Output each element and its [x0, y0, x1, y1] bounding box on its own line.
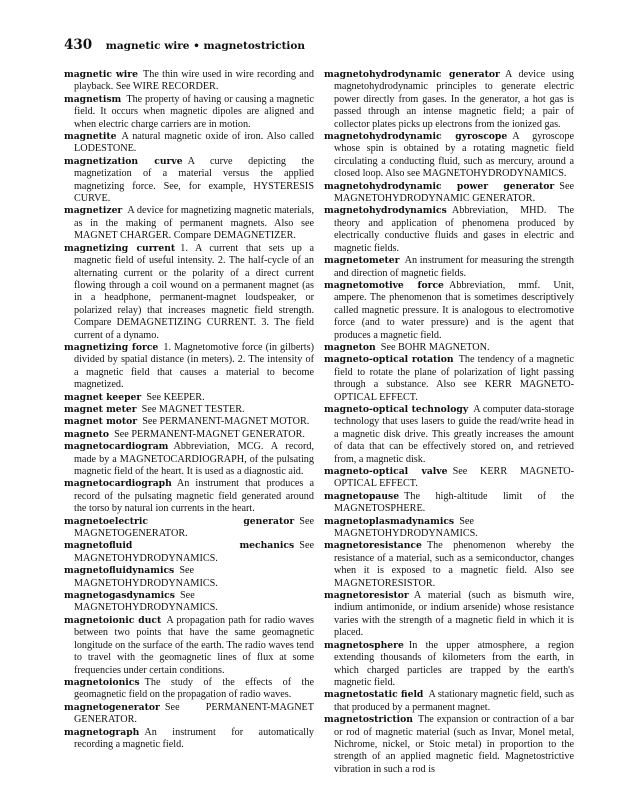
dictionary-entry [324, 516, 574, 541]
entry-term: magnetometer [324, 255, 400, 267]
left-column [64, 69, 314, 751]
entry-definition: A computer data-storage technology that uses lasers to guide the read/write head in a magnetic disk drive. This greatly increases the amount of data that can be effectively stored on, and retrieved from, a magnetic disk. [334, 403, 575, 465]
entry-definition: 1. Magnetomotive force (in gilberts) divided by spatial distance (in meters). 2. The intensity of a magnetic field that causes a material to become magnetized. [74, 341, 314, 391]
entry-definition: The high-altitude limit of the MAGNETOSPHERE. [334, 490, 574, 515]
dictionary-entry [64, 94, 314, 131]
dictionary-entry [324, 466, 574, 491]
dictionary-entry [324, 404, 574, 466]
entry-definition: The study of the effects of the geomagnetic field on the propagation of radio waves. [74, 676, 314, 701]
dictionary-entry [64, 516, 314, 541]
entry-definition: A gyroscope whose spin is obtained by a rotating magnetic field circulating a conducting fluid, such as mercury, around a closed loop. Also see MAGNETOHYDRODYNAMICS. [334, 131, 574, 180]
entry-definition: In the upper atmosphere, a region extending thousands of kilometers from the earth, in which charged particles are trapped by the earth's magnetic field. [334, 639, 574, 688]
entry-term: magnetogenerator [64, 701, 160, 713]
entry-definition: A stationary magnetic field, such as that produced by a permanent magnet. [334, 689, 574, 713]
entry-definition: See MAGNETOHYDRODYNAMICS. [74, 590, 218, 614]
entry-term: magnetofluidynamics [64, 565, 175, 577]
dictionary-entry [324, 69, 574, 131]
dictionary-entry [324, 205, 574, 255]
dictionary-entry [324, 342, 574, 354]
entry-definition: Abbreviation, MHD. The theory and application of phenomena produced by electrically conductive fluids and gases in electric and magnetic fields. [334, 205, 574, 254]
entry-definition: The expansion or contraction of a bar or rod of magnetic material (such as Invar, Monel metal, Nichrome, nickel, or Stoic metal) in proportion to the strength of an applied magnetic field. Magnetostrictive vibration in such a rod is [334, 714, 574, 775]
entry-term: magnet motor [64, 416, 138, 428]
entry-definition: 1. A current that sets up a magnetic field of useful intensity. 2. The half-cycle of an alternating current or the polarity of a direct current flowing through a coil wound on a permanent magnet (as in a headphone, permanent-magnet loudspeaker, or polarized relay) that increases magnetic field strength. Compare DEMAGNETIZING CURRENT. 3. The field current of a dynamo. [74, 242, 314, 341]
entry-definition: Abbreviation, mmf. Unit, ampere. The phenomenon that is sometimes descriptively called magnetic pressure. It is analogous to electromotive force (and to water pressure) and is the agent that produces a magnetic field. [334, 279, 574, 341]
entry-term: magnetocardiogram [64, 441, 169, 453]
page-number: 430 [64, 37, 93, 53]
entry-definition: The tendency of a magnetic field to rotate the plane of polarization of light passing through a substance. Also see KERR MAGNETO-OPTICAL EFFECT. [334, 354, 574, 403]
page-header [64, 34, 305, 53]
entry-term: magnetohydrodynamic gyroscope [324, 131, 508, 143]
right-column [324, 69, 574, 776]
dictionary-entry [64, 131, 314, 156]
dictionary-entry [64, 615, 314, 677]
entry-definition: An instrument for measuring the strength and direction of magnetic fields. [334, 255, 574, 279]
entry-definition: See MAGNETOHYDRODYNAMICS. [74, 565, 218, 589]
entry-term: magnetostriction [324, 714, 413, 726]
entry-definition: A curve depicting the magnetization of a material versus the applied magnetizing force. See, for example, HYSTERESIS CURVE. [74, 155, 314, 205]
entry-term: magnetosphere [324, 639, 404, 651]
dictionary-entry [324, 689, 574, 714]
entry-term: magneton [324, 341, 376, 353]
dictionary-entry [64, 243, 314, 342]
entry-term: magnetizing current [64, 242, 176, 254]
entry-term: magnetohydrodynamics [324, 205, 447, 217]
entry-definition: See PERMANENT-MAGNET MOTOR. [142, 416, 310, 428]
entry-definition: An instrument that produces a record of the pulsating magnetic field generated around the torso by natural ion currents in the heart. [74, 478, 314, 515]
entry-definition: See MAGNETOGENERATOR. [74, 515, 314, 540]
dictionary-entry [64, 677, 314, 702]
entry-definition: See BOHR MAGNETON. [380, 341, 490, 353]
entry-term: magnetopause [324, 490, 400, 502]
dictionary-entry [324, 255, 574, 280]
entry-term: magneto-optical technology [324, 403, 469, 415]
entry-term: magnetoionic duct [64, 614, 162, 626]
dictionary-entry [324, 590, 574, 640]
dictionary-entry [324, 491, 574, 516]
dictionary-entry [64, 69, 314, 94]
entry-definition: Abbreviation, MCG. A record, made by a MAGNETOCARDIOGRAPH, of the pulsating magnetic field of the heart. It is used as a diagnostic aid. [74, 441, 314, 477]
dictionary-entry [64, 392, 314, 404]
entry-definition: See MAGNETOHYDRODYNAMICS. [334, 515, 478, 540]
entry-definition: See KEEPER. [146, 391, 205, 403]
entry-term: magnetite [64, 131, 117, 143]
entry-definition: The phenomenon whereby the resistance of a material, such as a semiconductor, changes when it is exposed to a magnetic field. Also see MAGNETORESISTOR. [334, 540, 574, 589]
entry-definition: A propagation path for radio waves between two points that have the same geomagnetic longitude on the surface of the earth. The radio waves tend to travel with the geomagnetic lines of flux at some frequencies under certain conditions. [74, 614, 314, 676]
dictionary-entry [64, 404, 314, 416]
dictionary-entry [64, 565, 314, 590]
running-head: magnetic wire • magnetostriction [105, 40, 306, 52]
dictionary-entry [324, 181, 574, 206]
entry-term: magnetoelectric generator [64, 515, 295, 527]
dictionary-entry [324, 640, 574, 690]
dictionary-entry [64, 590, 314, 615]
dictionary-entry [64, 727, 314, 752]
entry-definition: See MAGNET TESTER. [141, 403, 245, 415]
entry-term: magnetization curve [64, 155, 183, 167]
entry-term: magnetogasdynamics [64, 590, 175, 602]
entry-term: magnetism [64, 93, 122, 105]
dictionary-entry [64, 416, 314, 428]
entry-definition: The property of having or causing a magnetic field. It occurs when magnetic dipoles are aligned and when electric charge carriers are in motion. [74, 93, 314, 130]
dictionary-entry [64, 441, 314, 478]
dictionary-entry [324, 714, 574, 776]
dictionary-entry [324, 280, 574, 342]
entry-term: magnet meter [64, 403, 137, 415]
entry-term: magnetoresistance [324, 540, 422, 552]
entry-term: magnetoresistor [324, 590, 409, 602]
entry-definition: See KERR MAGNETO-OPTICAL EFFECT. [334, 466, 574, 490]
entry-definition: See PERMANENT-MAGNET GENERATOR. [114, 428, 305, 440]
entry-term: magnetizer [64, 205, 123, 217]
entry-term: magnetostatic field [324, 689, 424, 701]
dictionary-entry [64, 702, 314, 727]
entry-term: magnetoionics [64, 676, 140, 688]
dictionary-entry [64, 342, 314, 392]
entry-definition: An instrument for automatically recording a magnetic field. [74, 726, 314, 750]
entry-term: magnetoplasmadynamics [324, 515, 455, 527]
entry-term: magneto-optical valve [324, 466, 448, 477]
entry-definition: See MAGNETOHYDRODYNAMICS. [74, 540, 314, 564]
entry-term: magnetohydrodynamic power generator [324, 180, 555, 192]
dictionary-entry [64, 540, 314, 565]
entry-definition: See MAGNETOHYDRODYNAMIC GENERATOR. [334, 180, 574, 205]
entry-definition: The thin wire used in wire recording and playback. See WIRE RECORDER. [74, 69, 314, 93]
entry-term: magnetohydrodynamic generator [324, 69, 500, 80]
entry-term: magnetomotive force [324, 279, 444, 291]
entry-term: magnetofluid mechanics [64, 540, 295, 552]
entry-definition: A material (such as bismuth wire, indium antimonide, or indium arsenide) whose resistance varies with the strength of a magnetic field in which it is placed. [334, 590, 574, 639]
entry-definition: See PERMANENT-MAGNET GENERATOR. [74, 701, 314, 726]
entry-term: magnetizing force [64, 341, 159, 353]
entry-term: magnetic wire [64, 69, 138, 80]
entry-definition: A device using magnetohydrodynamic principles to generate electric power directly from gases. In the generator, a hot gas is passed through an intense magnetic field; a pair of collector plates picks up electrons from the ionized gas. [334, 69, 574, 130]
entry-term: magnetocardiograph [64, 478, 172, 490]
dictionary-entry [64, 429, 314, 441]
dictionary-entry [324, 540, 574, 590]
dictionary-entry [64, 156, 314, 206]
entry-definition: A natural magnetic oxide of iron. Also called LODESTONE. [74, 131, 314, 155]
entry-term: magneto [64, 428, 109, 440]
entry-term: magnetograph [64, 726, 140, 738]
entry-definition: A device for magnetizing magnetic materials, as in the making of permanent magnets. Also see MAGNET CHARGER. Compare DEMAGNETIZER. [74, 205, 314, 242]
dictionary-entry [324, 131, 574, 181]
dictionary-entry [324, 354, 574, 404]
dictionary-entry [64, 478, 314, 515]
dictionary-entry [64, 205, 314, 242]
entry-term: magneto-optical rotation [324, 354, 454, 366]
entry-term: magnet keeper [64, 391, 142, 403]
